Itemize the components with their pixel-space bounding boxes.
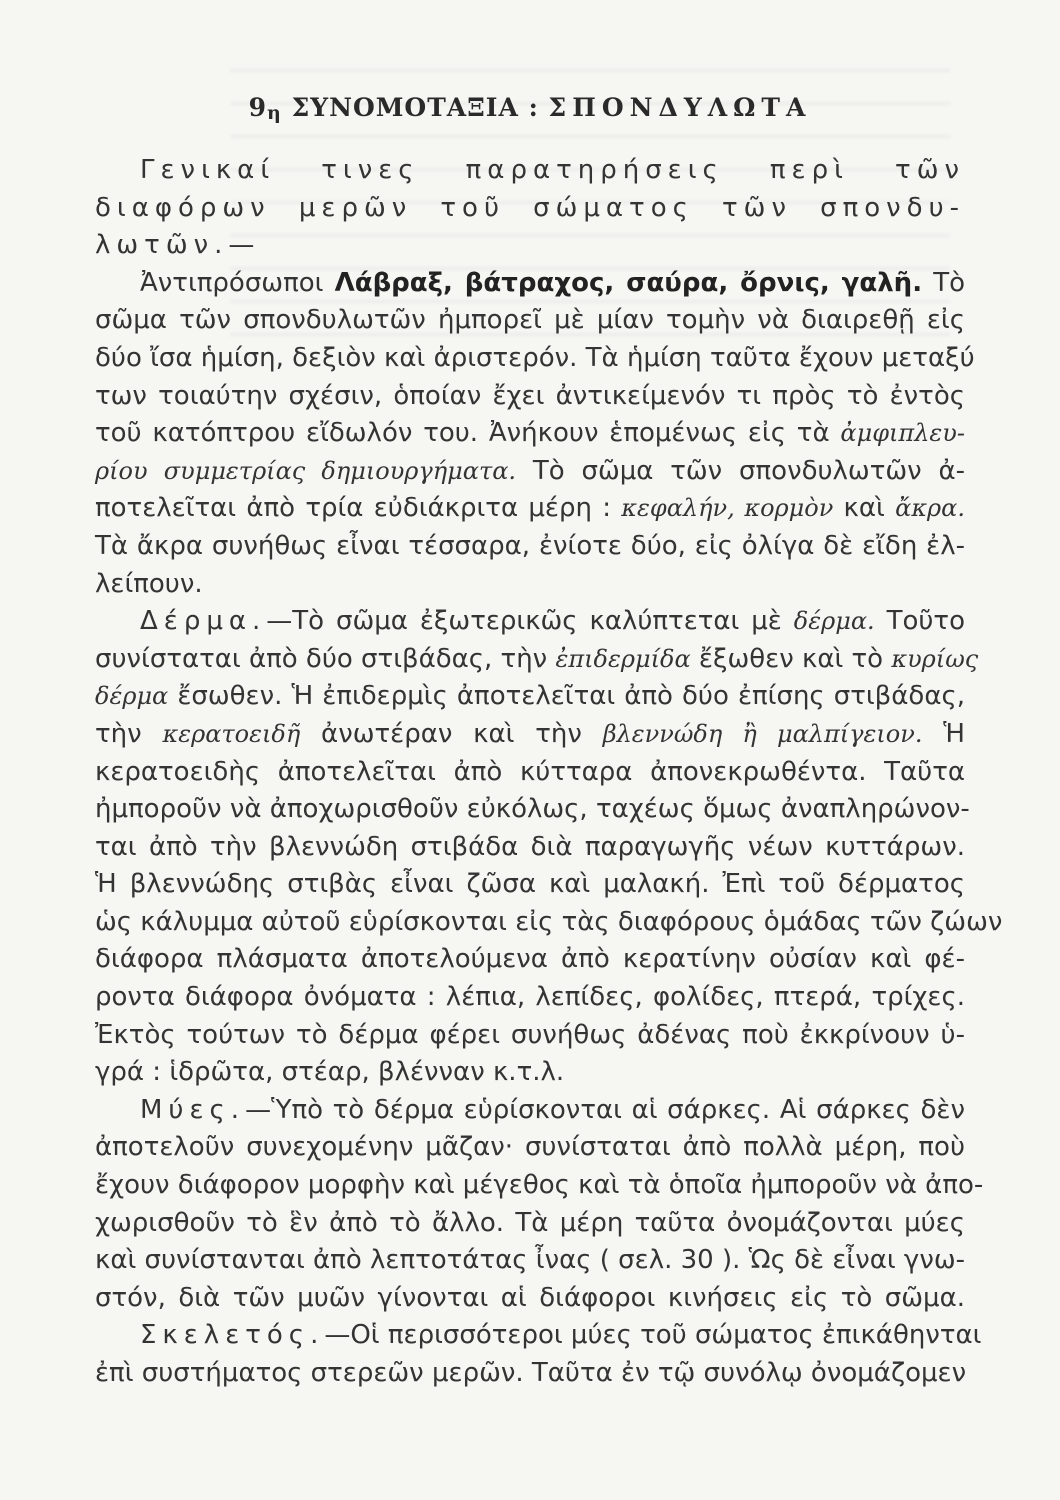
text-span: ροντα διάφορα ὀνόματα : λέπια, λεπίδες, φολίδες, πτερά, τρίχες. <box>95 982 965 1013</box>
text-span: καὶ <box>833 493 896 524</box>
text-span: σῶμα τῶν σπονδυλωτῶν ἠμπορεῖ μὲ μίαν τομὴν νὰ διαιρεθῇ εἰς <box>95 305 965 336</box>
text-span: ται ἀπὸ τὴν βλεννώδη στιβάδα διὰ παραγωγῆς νέων κυττάρων. <box>95 831 965 862</box>
text-line <box>95 641 979 679</box>
text-line <box>95 490 965 528</box>
text-span: ποτελεῖται ἀπὸ τρία εὐδιάκριτα μέρη : <box>95 493 622 524</box>
text-span: Ἡ <box>922 718 965 749</box>
text-line <box>95 1129 965 1167</box>
general-heading-line-1: Γενικαί τινες παρατηρήσεις περὶ τῶν <box>140 155 965 185</box>
italic-term: κερατοειδῆ <box>162 719 301 748</box>
text-span: Ἡ βλεννώδης στιβὰς εἶναι ζῶσα καὶ μαλακή. Ἐπὶ τοῦ δέρματος <box>95 869 965 900</box>
section-title-derma: Δέρμα. <box>140 606 267 637</box>
text-span: —Ὑπὸ τὸ δέρμα εὑρίσκονται αἱ σάρκες. Αἱ σάρκες δὲν <box>245 1094 965 1125</box>
text-line <box>95 754 965 792</box>
text-span: καὶ συνίστανται ἀπὸ λεπτοτάτας ἶνας ( σελ. 30 ). Ὡς δὲ εἶναι γνω- <box>95 1245 965 1276</box>
heading-label: ΣΥΝΟΜΟΤΑΞΙΑ : <box>291 93 539 122</box>
text-span: συνίσταται ἀπὸ δύο στιβάδας, τὴν <box>95 643 556 674</box>
text-line <box>95 1242 965 1280</box>
text-span: Τὸ <box>922 267 966 298</box>
representatives-list: Λάβραξ, βάτραχος, σαύρα, ὄρνις, γαλῆ. <box>334 267 923 298</box>
text-line <box>95 904 1003 942</box>
text-span: ὡς κάλυμμα αὐτοῦ εὑρίσκονται εἰς τὰς διαφόρους ὁμάδας τῶν ζώων <box>95 906 1003 937</box>
text-line <box>95 340 975 378</box>
text-span: —Οἱ περισσότεροι μύες τοῦ σώματος ἐπικάθηνται <box>324 1320 982 1351</box>
text-line <box>95 453 965 491</box>
text-line <box>95 302 965 340</box>
text-span: Ἐκτὸς τούτων τὸ δέρμα φέρει συνήθως ἀδένας ποὺ ἐκκρίνουν ὑ- <box>95 1019 965 1050</box>
text-line <box>95 1280 965 1318</box>
text-line <box>95 829 965 867</box>
text-span: ἀνωτέραν καὶ τὴν <box>300 718 603 749</box>
italic-term: ἀμφιπλευ- <box>840 419 965 448</box>
text-line <box>95 678 965 716</box>
text-span: δύο ἴσα ἡμίση, δεξιὸν καὶ ἀριστερόν. Τὰ ἡμίση ταῦτα ἔχουν μεταξύ <box>95 342 975 373</box>
text-line <box>95 979 965 1017</box>
heading-title: ΣΠΟΝΔΥΛΩΤΑ <box>548 93 812 122</box>
italic-term: κυρίως <box>891 644 979 673</box>
text-span: διάφορα πλάσματα ἀποτελούμενα ἀπὸ κερατίνην οὐσίαν καὶ φέ- <box>95 944 965 975</box>
text-line <box>95 152 965 190</box>
italic-term: ρίου συμμετρίας δημιουργήματα. <box>95 456 517 485</box>
text-line <box>95 227 965 265</box>
text-span: ἐπὶ συστήματος στερεῶν μερῶν. Ταῦτα ἐν τῷ συνόλῳ ὀνομάζομεν <box>95 1358 967 1388</box>
italic-term: κεφαλήν, κορμὸν <box>621 494 834 523</box>
italic-term: δέρμα. <box>793 607 875 636</box>
heading-number-suffix: η <box>267 102 282 124</box>
text-span: Τοῦτο <box>874 606 965 637</box>
italic-term: ἐπιδερμίδα <box>555 644 691 673</box>
text-line <box>95 1054 965 1092</box>
text-span: τοῦ κατόπτρου εἴδωλόν του. Ἀνήκουν ἑπομένως εἰς τὰ <box>95 418 841 449</box>
text-line <box>95 603 965 641</box>
text-line <box>95 1205 965 1243</box>
text-span: ἀποτελοῦν συνεχομένην μᾶζαν· συνίσταται ἀπὸ πολλὰ μέρη, ποὺ <box>95 1132 965 1163</box>
text-line <box>95 378 965 416</box>
text-line <box>95 791 970 829</box>
text-span: των τοιαύτην σχέσιν, ὁποίαν ἔχει ἀντικείμενόν τι πρὸς τὸ ἐντὸς <box>95 380 965 411</box>
text-span: Τὰ ἄκρα συνήθως εἶναι τέσσαρα, ἐνίοτε δύο, εἰς ὀλίγα δὲ εἴδη ἐλ- <box>95 530 965 561</box>
text-span: Τὸ σῶμα τῶν σπονδυλωτῶν ἀ- <box>516 455 965 486</box>
text-span: ἔχουν διάφορον μορφὴν καὶ μέγεθος καὶ τὰ ὁποῖα ἠμποροῦν νὰ ἀπο- <box>95 1170 984 1201</box>
text-line <box>95 941 965 979</box>
text-line <box>95 566 965 604</box>
text-span: ἔξωθεν καὶ τὸ <box>690 643 892 674</box>
text-line <box>95 1167 984 1205</box>
text-span: ἠμποροῦν νὰ ἀποχωρισθοῦν εὐκόλως, ταχέως ὅμως ἀναπληρώνον- <box>95 794 970 825</box>
text-span: Ἀντιπρόσωποι <box>140 267 335 298</box>
general-heading-line-2: διαφόρων μερῶν τοῦ σώματος τῶν σπονδυ- <box>95 192 965 223</box>
italic-term: δέρμα <box>95 682 169 711</box>
text-line <box>95 415 965 453</box>
section-title-skeletos: Σκελετός. <box>140 1320 325 1351</box>
text-span: τὴν <box>95 718 163 749</box>
text-line <box>95 1355 965 1393</box>
text-line <box>95 528 965 566</box>
italic-term: βλεννώδη ἢ μαλπίγειον. <box>602 719 923 748</box>
chapter-heading <box>0 93 1060 124</box>
italic-term: ἄκρα. <box>895 494 965 523</box>
body-text <box>95 152 1003 1393</box>
text-line <box>95 265 965 303</box>
text-span: χωρισθοῦν τὸ ἓν ἀπὸ τὸ ἄλλο. Τὰ μέρη ταῦτα ὀνομάζονται μύες <box>95 1207 965 1238</box>
text-line <box>95 866 965 904</box>
text-span: στόν, διὰ τῶν μυῶν γίνονται αἱ διάφοροι κινήσεις εἰς τὸ σῶμα. <box>95 1282 965 1313</box>
text-line <box>95 190 965 228</box>
text-span: γρά : ἱδρῶτα, στέαρ, βλένναν κ.τ.λ. <box>95 1057 565 1088</box>
heading-number: 9 <box>248 93 268 122</box>
text-line <box>95 1317 982 1355</box>
text-span: κερατοειδὴς ἀποτελεῖται ἀπὸ κύτταρα ἀπονεκρωθέντα. Ταῦτα <box>95 756 965 787</box>
text-span: —Τὸ σῶμα ἐξωτερικῶς καλύπτεται μὲ <box>266 606 794 637</box>
text-span: λείπουν. <box>95 568 203 599</box>
section-title-myes: Μύες. <box>140 1094 246 1125</box>
text-line <box>95 1092 965 1130</box>
general-heading-line-3: λωτῶν.— <box>95 230 261 261</box>
text-line <box>95 716 965 754</box>
text-line <box>95 1017 965 1055</box>
text-span: ἔσωθεν. Ἡ ἐπιδερμὶς ἀποτελεῖται ἀπὸ δύο ἐπίσης στιβάδας, <box>168 681 965 712</box>
